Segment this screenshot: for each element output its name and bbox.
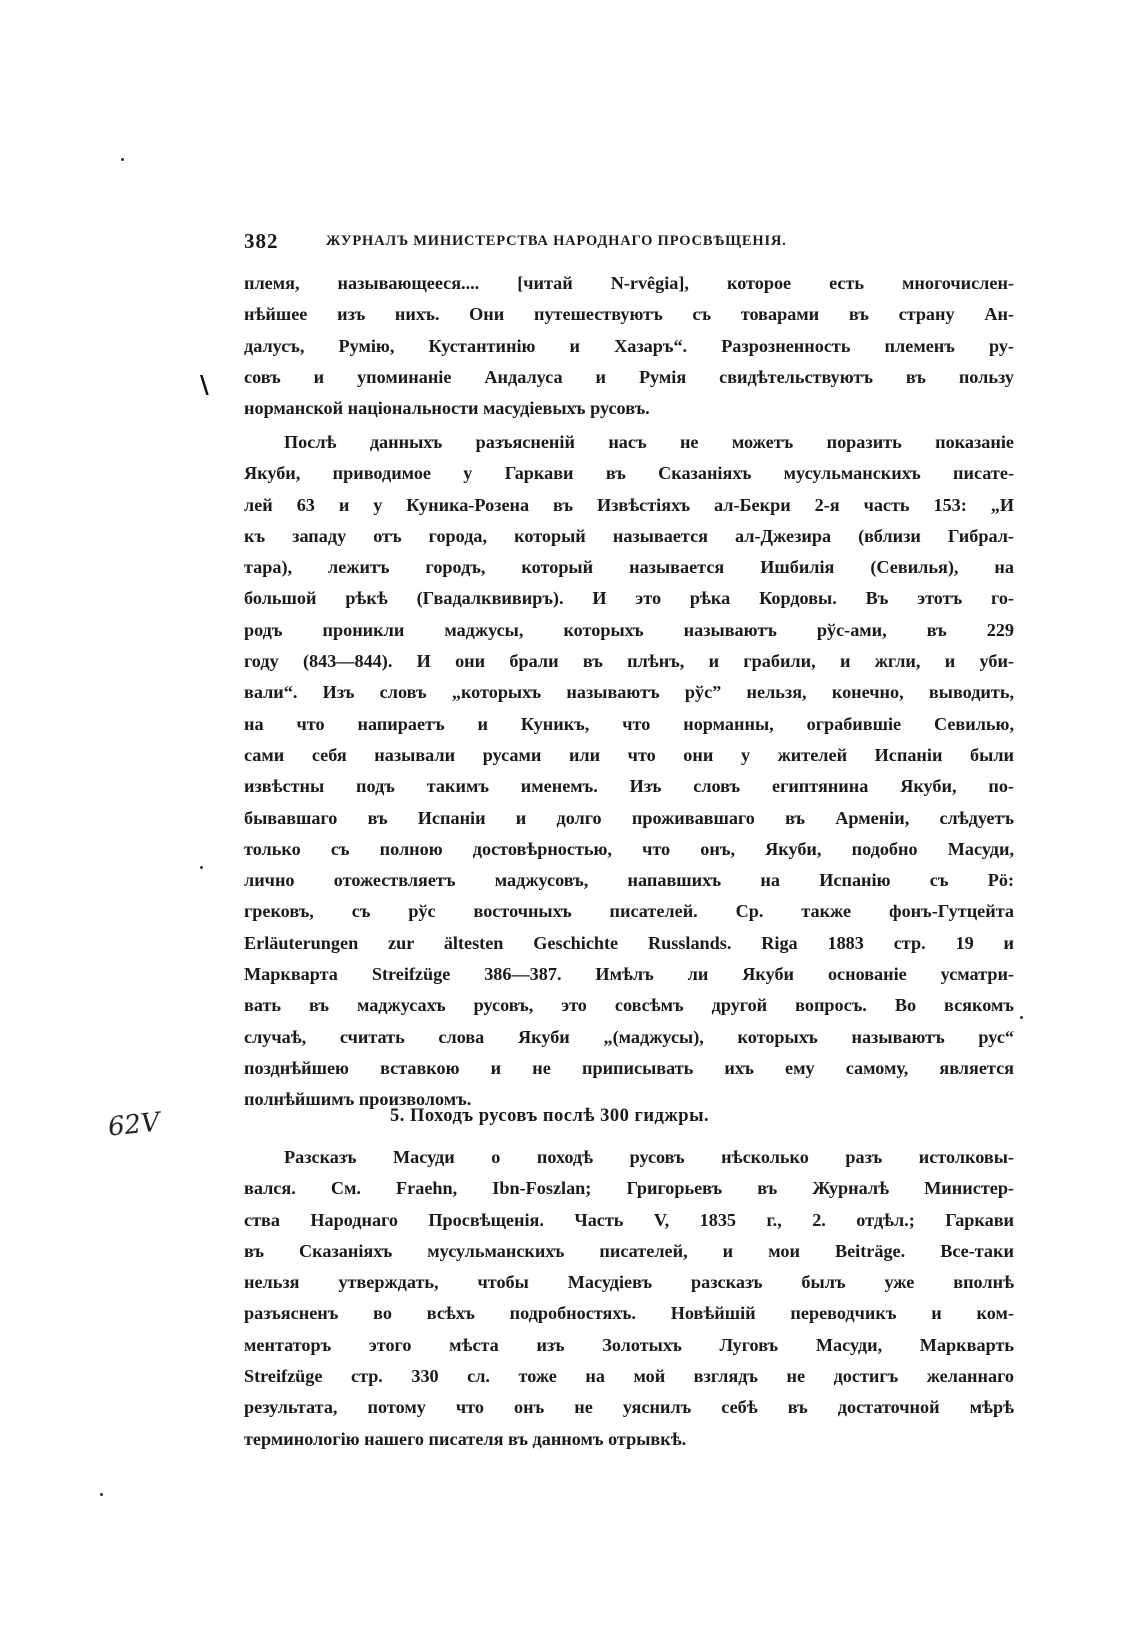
text-line: результата, потому что онъ не уяснилъ себѣ въ достаточной мѣрѣ	[244, 1397, 1014, 1418]
text-line: вать въ маджусахъ русовъ, это совсѣмъ другой вопросъ. Во всякомъ	[244, 995, 1014, 1016]
text-line: тара), лежитъ городъ, который называется Ишбилія (Севилья), на	[244, 557, 1014, 578]
text-line: извѣстны подъ такимъ именемъ. Изъ словъ египтянина Якуби, по-	[244, 776, 1014, 797]
text-line: племя, называющееся.... [читай N-rvêgia], которое есть многочислен-	[244, 273, 1014, 293]
text-line: грековъ, съ рўс восточныхъ писателей. Ср. также фонъ-Гутцейта	[244, 901, 1014, 922]
text-line: родъ проникли маджусы, которыхъ называютъ рўс-ами, въ 229	[244, 619, 1014, 640]
text-line: Erläuterungen zur ältesten Geschichte Russlands. Riga 1883 стр. 19 и	[244, 932, 1014, 953]
text-line: только съ полною достовѣрностью, что онъ, Якуби, подобно Масуди,	[244, 838, 1014, 859]
text-line: вали“. Изъ словъ „которыхъ называютъ рўс” нельзя, конечно, выводить,	[244, 682, 1014, 703]
text-line: сами себя называли русами или что они у жителей Испаніи были	[244, 744, 1014, 765]
section-heading: 5. Походъ русовъ послѣ 300 гиджры.	[390, 1106, 710, 1126]
text-line: ства Народнаго Просвѣщенія. Часть V, 1835 г., 2. отдѣл.; Гаркави	[244, 1209, 1014, 1230]
text-line: бывавшаго въ Испаніи и долго проживавшаго въ Арменіи, слѣдуетъ	[244, 807, 1014, 828]
text-line: нельзя утверждать, чтобы Масудіевъ разсказъ былъ уже вполнѣ	[244, 1272, 1014, 1293]
scan-speck	[121, 158, 124, 161]
text-line: Маркварта Streifzüge 386—387. Имѣлъ ли Якуби основаніе усматри-	[244, 964, 1014, 985]
text-line: далусъ, Румію, Кустантинію и Хазаръ“. Разрозненность племенъ ру-	[244, 335, 1014, 356]
text-line: на что напираетъ и Куникъ, что норманны, ограбившіе Севилью,	[244, 713, 1014, 734]
scan-speck	[1020, 1016, 1023, 1019]
text-line: лично отожествляетъ маджусовъ, напавшихъ на Испанію съ Рӧ:	[244, 870, 1014, 891]
paragraph-continuation	[244, 268, 1014, 424]
text-line: норманской національности масудіевыхъ русовъ.	[244, 398, 650, 419]
text-line: въ Сказаніяхъ мусульманскихъ писателей, и мои Beiträge. Все-таки	[244, 1240, 1014, 1261]
text-line: вался. См. Fraehn, Ibn-Foszlan; Григорьевъ въ Журналѣ Министер-	[244, 1178, 1014, 1199]
text-line: позднѣйшею вставкою и не приписывать ихъ ему самому, является	[244, 1057, 1014, 1078]
page-number: 382	[244, 229, 279, 253]
paragraph-yakubi	[244, 427, 1014, 1116]
text-line: совъ и упоминаніе Андалуса и Румія свидѣтельствуютъ въ пользу	[244, 366, 1014, 387]
text-line: Послѣ данныхъ разъясненій насъ не можетъ поразить показаніе	[284, 432, 1014, 452]
text-line: ментаторъ этого мѣста изъ Золотыхъ Луговъ Масуди, Маркварть	[244, 1334, 1014, 1355]
running-title: ЖУРНАЛЪ МИНИСТЕРСТВА НАРОДНАГО ПРОСВѢЩЕНІЯ.	[326, 233, 787, 249]
text-line: году (843—844). И они брали въ плѣнъ, и грабили, и жгли, и уби-	[244, 651, 1014, 672]
text-line: разъясненъ во всѣхъ подробностяхъ. Новѣйшій переводчикъ и ком-	[244, 1303, 1014, 1324]
running-header	[244, 229, 1014, 259]
text-line: лей 63 и у Куника-Розена въ Извѣстіяхъ ал-Бекри 2-я часть 153: „И	[244, 494, 1014, 515]
handwritten-margin-note: 62V	[106, 1107, 162, 1143]
text-line: большой рѣкѣ (Гвадалквивиръ). И это рѣка Кордовы. Въ этотъ го-	[244, 588, 1014, 609]
scan-speck	[100, 1493, 103, 1496]
text-line: полнѣйшимъ произволомъ.	[244, 1089, 472, 1110]
text-line: Якуби, приводимое у Гаркави въ Сказаніяхъ мусульманскихъ писате-	[244, 463, 1014, 484]
text-line: къ западу отъ города, который называется ал-Джезира (вблизи Гибрал-	[244, 525, 1014, 546]
paragraph-masudi	[244, 1142, 1014, 1455]
text-line: терминологію нашего писателя въ данномъ отрывкѣ.	[244, 1428, 687, 1449]
margin-tick-mark: \	[200, 370, 209, 399]
text-line: Streifzüge стр. 330 сл. тоже на мой взглядъ не достигъ желаннаго	[244, 1366, 1014, 1387]
text-line: Разсказъ Масуди о походѣ русовъ нѣсколько разъ истолковы-	[284, 1147, 1014, 1167]
text-line: случаѣ, считать слова Якуби „(маджусы), которыхъ называютъ рус“	[244, 1026, 1014, 1047]
text-line: нѣйшее изъ нихъ. Они путешествуютъ съ товарами въ страну Ан-	[244, 304, 1014, 325]
scan-speck	[200, 866, 203, 869]
